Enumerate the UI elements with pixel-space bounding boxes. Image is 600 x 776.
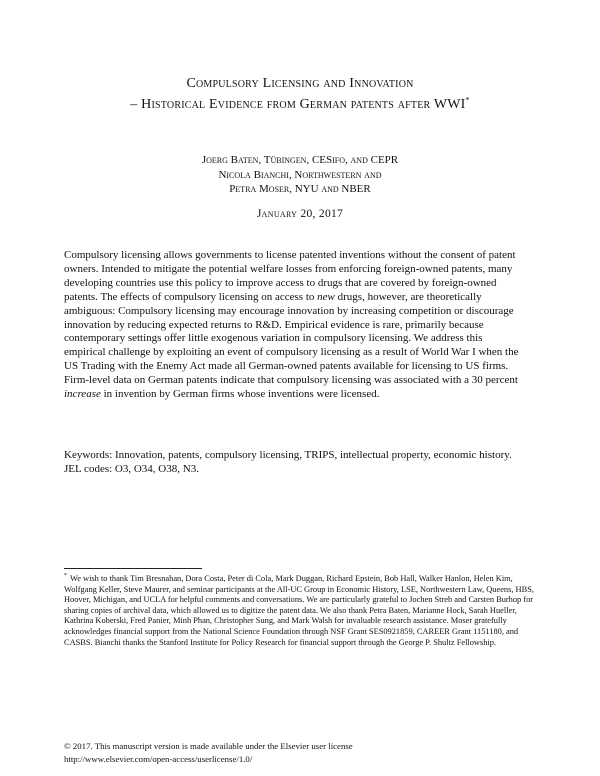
paper-date: January 20, 2017	[256, 208, 344, 220]
title-footnote-mark[interactable]: *	[465, 95, 470, 105]
footnote-text: We wish to thank Tim Bresnahan, Dora Costa, Peter di Cola, Mark Duggan, Richard Epstein, Bob Hall, Walker Hanlon, Helen Kim, Wolfgang Keller, Steve Maurer, and seminar participants at the All-UC Group in Economic History, LSE, Northwestern Law, Queens, HBS, Hoover, Michigan, and UCLA for helpful comments and conversations. We are particularly grateful to Jochen Streb and Carsten Burhop for sharing copies of archival data, which allowed us to digitize the patent data. We also thank Petra Baten, Marianne Hock, Sarah Hueller, Kathrina Koberski, Fred Panier, Minh Phan, Christopher Sung, and Mark Walsh for invaluable research assistance. Moser gratefully acknowledges financial support from the National Science Foundation through NSF Grant SES0921859, CAREER Grant 1151180, and CASBS. Bianchi thanks the Stanford Institute for Policy Research for financial support through the George P. Shultz Fellowship.	[64, 574, 534, 647]
paper-title-text-1: Compulsory Licensing and Innovation	[186, 76, 414, 91]
author-line-2: Nicola Bianchi, Northwestern and	[218, 168, 382, 181]
paper-title-line-1	[40, 75, 560, 93]
abstract-emphasis-new: new	[317, 290, 335, 303]
footnote-divider	[64, 568, 202, 569]
paper-title-text-2: – Historical Evidence from German patents after WWI	[130, 97, 466, 112]
footnote-mark: *	[64, 573, 67, 580]
author-line-3: Petra Moser, NYU and NBER	[229, 183, 371, 195]
author-line-1: Joerg Baten, Tübingen, CESifo, and CEPR	[201, 154, 399, 166]
abstract-text-part-3: in invention by German firms whose inventions were licensed.	[100, 388, 380, 401]
abstract-text-part-1: Compulsory licensing allows governments to license patented inventions without the consent of patent owners. Intended to mitigate the potential welfare losses from enforcing foreign-owned patents, many developing countries use this policy to improve access to drugs that are covered by foreign-owned patents. The effects of compulsory licensing on access to	[64, 249, 516, 303]
abstract-text-part-2: drugs, however, are theoretically ambiguous: Compulsory licensing may encourage innovation by increasing competition or discourage innovation by reducing expected returns to R&D. Empirical evidence is rare, primarily because contemporary settings offer little exogenous variation in compulsory licensing. We address this empirical challenge by exploiting an event of compulsory licensing as a result of World War I when the US Trading with the Enemy Act made all German-owned patents available for licensing to US firms. Firm-level data on German patents indicate that compulsory licensing was associated with a 30 percent	[64, 290, 519, 387]
footnote	[64, 574, 536, 648]
keywords-line: Keywords: Innovation, patents, compulsory licensing, TRIPS, intellectual property, economic history.	[64, 449, 512, 461]
license-line: © 2017. This manuscript version is made available under the Elsevier user license	[64, 741, 353, 751]
jel-codes-line: JEL codes: O3, O34, O38, N3.	[64, 463, 199, 475]
keywords-block	[64, 448, 526, 476]
paper-title-line-2	[40, 96, 560, 114]
license-url-link[interactable]: http://www.elsevier.com/open-access/userlicense/1.0/	[64, 754, 253, 764]
license-notice	[64, 740, 544, 766]
abstract-emphasis-increase: increase	[64, 388, 101, 401]
abstract	[64, 249, 526, 402]
author-block	[60, 153, 540, 197]
